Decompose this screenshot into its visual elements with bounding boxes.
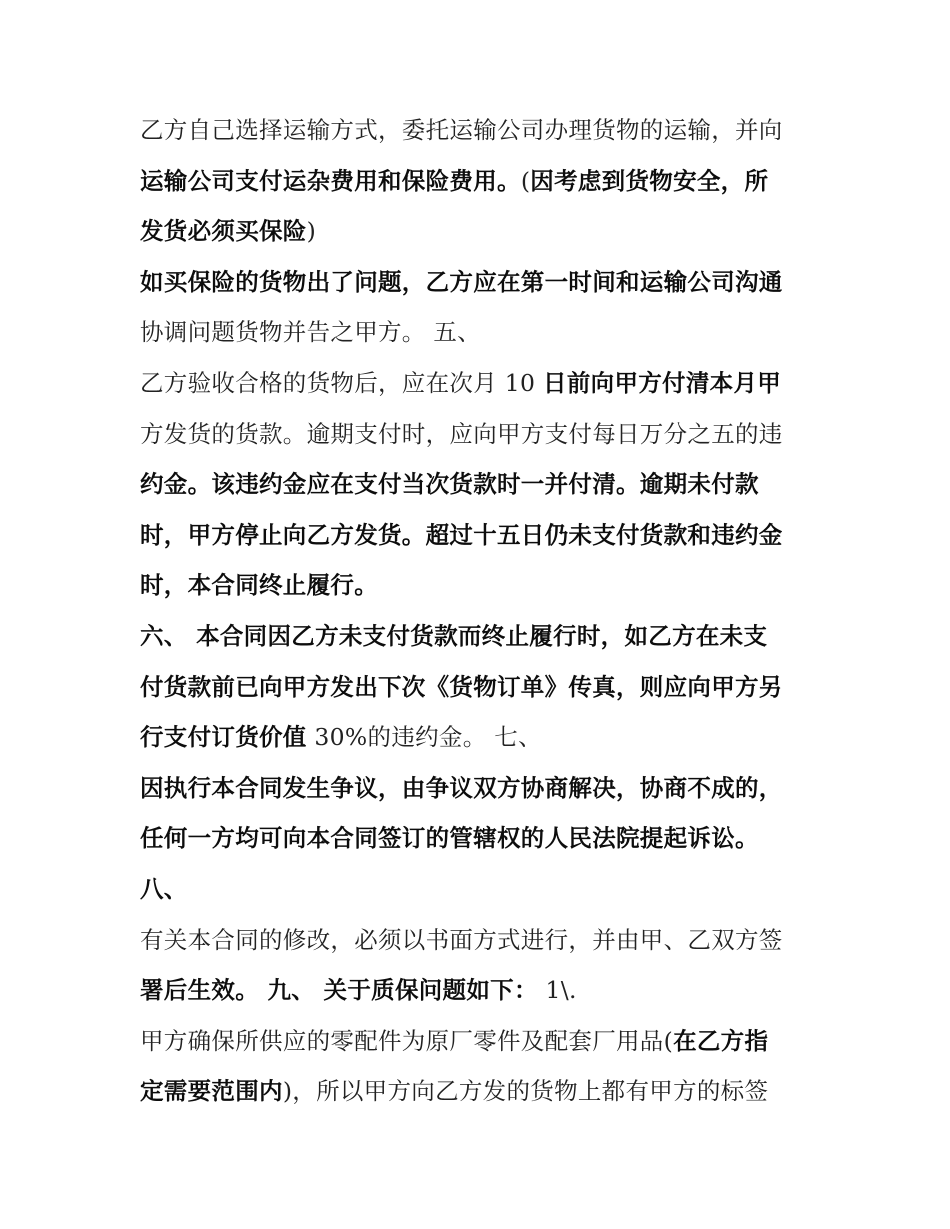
text-segment: 10	[497, 368, 544, 397]
text-segment: 有关本合同的修改，必须以书面方式进行，并由甲、乙双方签	[140, 925, 783, 954]
text-segment: 署后生效。 九、 关于质保问题如下：	[140, 976, 538, 1005]
text-line	[140, 611, 830, 662]
text-line	[140, 459, 830, 510]
text-segment: )，所以甲方向乙方发的货物上都有甲方的标签	[282, 1077, 769, 1106]
text-line	[140, 763, 830, 814]
text-line	[140, 307, 830, 358]
text-segment: 日前向甲方付清本月甲	[543, 368, 782, 397]
text-segment: 任何一方均可向本合同签订的管辖权的人民法院提起诉讼。	[140, 824, 759, 853]
text-segment: (	[520, 166, 531, 195]
text-line	[140, 105, 830, 156]
text-segment: 甲方确保所供应的零配件为原厂零件及配套厂用品	[140, 1026, 664, 1055]
text-segment: 乙方验收合格的货物后，应在次月	[140, 368, 497, 397]
text-line	[140, 813, 830, 864]
text-line	[140, 965, 830, 1016]
text-line	[140, 560, 830, 611]
text-segment: 30%	[306, 723, 368, 752]
text-segment: 如买保险的货物出了问题，乙方应在第一时间和运输公司沟通	[140, 267, 783, 296]
text-segment: 时，甲方停止向乙方发货。超过十五日仍未支付货款和违约金	[140, 520, 783, 549]
text-line	[140, 1066, 830, 1117]
text-segment: 在乙方指	[673, 1026, 769, 1055]
text-line	[140, 712, 830, 763]
text-line	[140, 662, 830, 713]
text-segment: )	[306, 217, 317, 246]
text-line	[140, 257, 830, 308]
text-segment: 定需要范围内	[140, 1077, 283, 1106]
text-line	[140, 206, 830, 257]
text-segment: 行支付订货价值	[140, 723, 307, 752]
text-segment: 时，本合同终止履行。	[140, 571, 378, 600]
text-segment: 付货款前已向甲方发出下次《货物订单》传真，则应向甲方另	[140, 672, 783, 701]
text-segment: 乙方自己选择运输方式，委托运输公司办理货物的运输，并向	[140, 116, 783, 144]
text-segment: 的违约金。 七、	[367, 723, 542, 752]
text-segment: 约金。该违约金应在支付当次货款时一并付清。逾期未付款	[140, 470, 759, 499]
text-line	[140, 864, 830, 915]
text-segment: 发货必须买保险	[140, 217, 307, 246]
text-segment: 1\.	[537, 976, 577, 1005]
text-segment: 因考虑到货物安全，所	[530, 166, 769, 195]
text-line	[140, 510, 830, 561]
text-segment: 协调问题货物并告之甲方。 五、	[140, 318, 481, 347]
text-segment: 方发货的货款。逾期支付时，应向甲方支付每日万分之五的违	[140, 419, 783, 448]
text-line	[140, 915, 830, 966]
text-line	[140, 358, 830, 409]
text-segment: 因执行本合同发生争议，由争议双方协商解决，协商不成的，	[140, 773, 783, 802]
text-line	[140, 409, 830, 460]
text-segment: 六、 本合同因乙方未支付货款而终止履行时，如乙方在未支	[140, 621, 768, 650]
text-segment: 八、	[140, 874, 188, 903]
text-line	[140, 156, 830, 207]
text-line	[140, 1016, 830, 1067]
text-segment: 运输公司支付运杂费用和保险费用。	[140, 166, 521, 195]
contract-text-body	[140, 105, 830, 1117]
text-segment: (	[663, 1026, 674, 1055]
